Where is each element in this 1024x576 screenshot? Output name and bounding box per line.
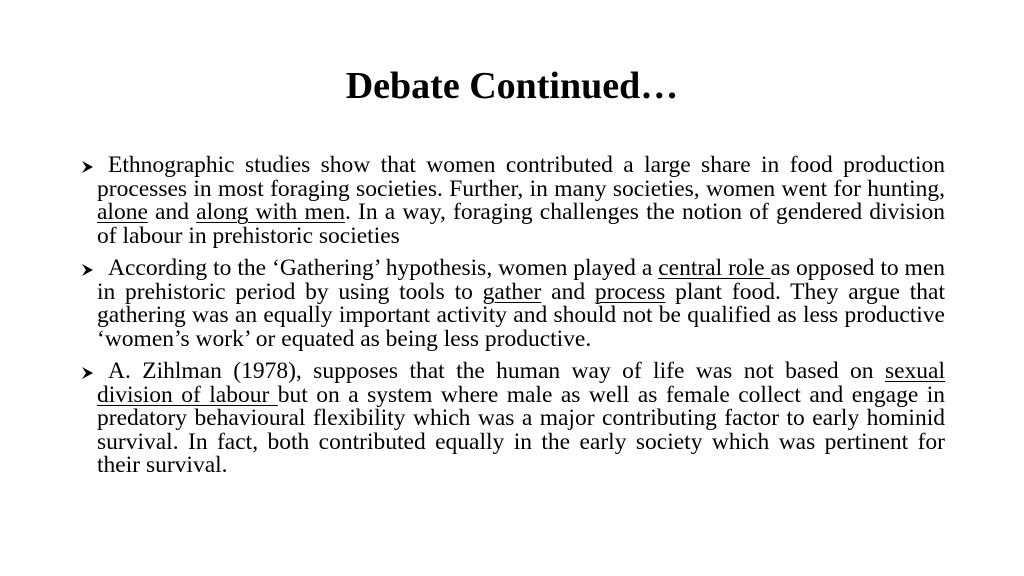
underlined-phrase-along-with-men: along with men: [196, 199, 345, 225]
bullet-text: [97, 360, 945, 478]
arrow-bullet-icon: [80, 258, 96, 280]
bullet-text: [97, 257, 945, 351]
underlined-phrase-sexual-division-of-labour: sexual division of labour: [97, 358, 945, 408]
slide-title: Debate Continued…: [345, 65, 679, 107]
bullet-text-segment: as opposed to men in prehistoric period by using tools to: [97, 255, 945, 305]
bullet-text-segment: According to the ‘Gathering’ hypothesis, women played a: [108, 255, 659, 281]
bullet-text-segment: and: [147, 199, 197, 225]
bullet-text-segment: . In a way, foraging challenges the notion of gendered division of labour in prehistoric societies: [97, 199, 945, 249]
underlined-phrase-gather: gather: [482, 278, 542, 305]
bullet-item-gathering-hypothesis: [97, 257, 945, 351]
bullet-text-segment: A. Zihlman (1978), supposes that the human way of life was not based on: [108, 358, 885, 384]
bullet-text-segment: plant food. They argue that gathering was an equally important activity and should not be qualified as less productive ‘women’s work’ or equated as being less productive.: [97, 278, 945, 352]
bullet-item-ethnographic-studies: [97, 154, 945, 248]
arrow-bullet-icon: [80, 155, 96, 177]
bullet-text-segment: and: [541, 278, 595, 305]
bullet-list: [0, 154, 1024, 478]
bullet-text: [97, 154, 945, 248]
arrow-bullet-icon: [80, 361, 96, 383]
bullet-text-segment: Ethnographic studies show that women contributed a large share in food production processes in most foraging societies. Further, in many societies, women went for hunting,: [97, 152, 945, 202]
bullet-text-segment: but on a system where male as well as female collect and engage in predatory behavioural flexibility which was a major contributing factor to early hominid survival. In fact, both contributed equally in the early society which was pertinent for their survival.: [97, 381, 946, 478]
underlined-phrase-central-role: central role: [658, 255, 771, 281]
underlined-phrase-process: process: [594, 278, 666, 305]
underlined-phrase-alone: alone: [97, 199, 148, 225]
bullet-item-zihlman: [97, 360, 945, 478]
